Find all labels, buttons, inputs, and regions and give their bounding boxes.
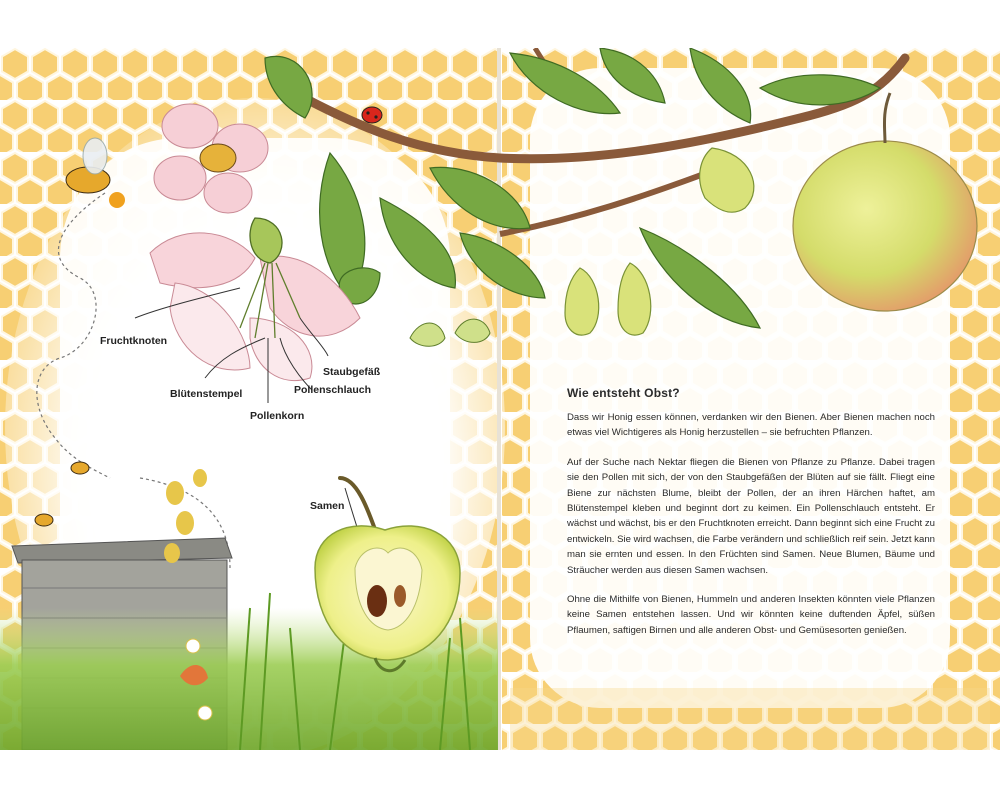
article-paragraph-2: Auf der Suche nach Nektar fliegen die Bienen von Pflanze zu Pflanze. Dabei tragen sie den Pollen mit sich, der von den Staubgefäßen der Blüten auf sie fällt. Fliegt eine Biene zur nächsten Blume, bleibt der Pollen, der an ihren Härchen haftet, am Blütenstempel kleben und beginnt dort zu keimen. Ein Pollenschlauch entsteht. Er wächst und wächst, bis er den Fruchtknoten erreicht. Dann beginnt sich eine Frucht zu entwickeln. Sie wird wachsen, die Farbe verändern und schließlich reif sein. Jetzt kann man sie ernten und essen. In den Früchten sind Samen. Neue Blumen, Bäume und Sträucher werden aus diesen Samen wachsen. (567, 456, 935, 576)
article-title: Wie entsteht Obst? (567, 386, 680, 400)
label-fruchtknoten: Fruchtknoten (100, 335, 168, 347)
label-pollenkorn: Pollenkorn (250, 410, 305, 422)
article (567, 386, 935, 652)
label-bluetenstempel: Blütenstempel (170, 388, 243, 400)
label-pollenschlauch: Pollenschlauch (294, 384, 372, 396)
article-paragraph-3: Ohne die Mithilfe von Bienen, Hummeln und anderen Insekten könnten viele Pflanzen keine Samen entstehen lassen. Und wir könnten keine duftenden Äpfel, süßen Pflaumen, saftigen Birnen und alle anderen Obst- und Gemüsesorten genießen. (567, 594, 935, 636)
book-spread (0, 48, 1000, 750)
label-staubgefaess: Staubgefäß (323, 366, 381, 378)
article-paragraph-1: Dass wir Honig essen können, verdanken wir den Bienen. Aber Bienen machen noch etwas viel Wichtigeres als Honig herzustellen – sie befruchten Pflanzen. (567, 412, 935, 439)
label-samen: Samen (310, 500, 345, 512)
